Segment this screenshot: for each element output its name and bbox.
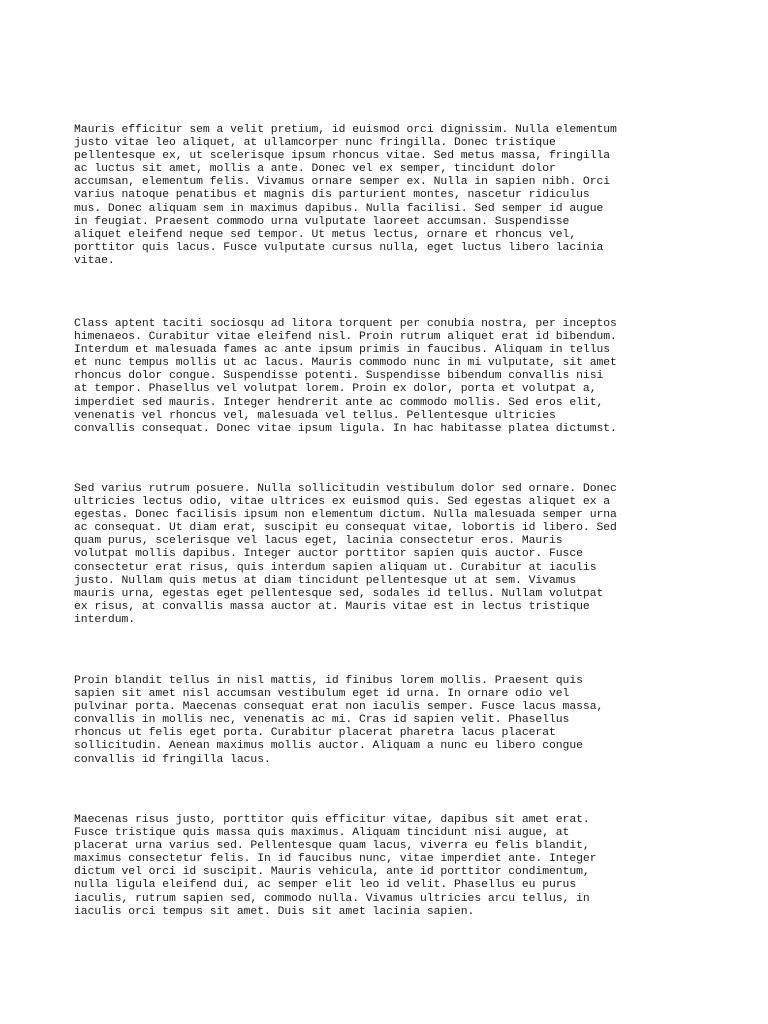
paragraph-1: Mauris efficitur sem a velit pretium, id euismod orci dignissim. Nulla elementum justo vitae leo aliquet, at ullamcorper nunc fringilla. Donec tristique pellentesque ex, ut scelerisque ipsum rhoncus vitae. Sed metus massa, fringilla ac luctus sit amet, mollis a ante. Donec vel ex semper, tincidunt dolor accumsan, elementum felis. Vivamus ornare semper ex. Nulla in sapien nibh. Orci varius natoque penatibus et magnis dis parturient montes, nascetur ridiculus mus. Donec aliquam sem in maximus dapibus. Nulla facilisi. Sed semper id augue in feugiat. Praesent commodo urna vulputate laoreet accumsan. Suspendisse aliquet eleifend neque sed tempor. Ut metus lectus, ornare et rhoncus vel, porttitor quis lacus. Fusce vulputate cursus nulla, eget luctus libero lacinia vitae. — [74, 124, 617, 267]
paragraph-4: Proin blandit tellus in nisl mattis, id finibus lorem mollis. Praesent quis sapien sit amet nisl accumsan vestibulum eget id urna. In ornare odio vel pulvinar porta. Maecenas consequat erat non iaculis semper. Fusce lacus massa, convallis in mollis nec, venenatis ac mi. Cras id sapien velit. Phasellus rhoncus ut felis eget porta. Curabitur placerat pharetra lacus placerat sollicitudin. Aenean maximus mollis auctor. Aliquam a nunc eu libero congue convallis id fringilla lacus. — [74, 675, 604, 766]
paragraph-2: Class aptent taciti sociosqu ad litora torquent per conubia nostra, per inceptos himenaeos. Curabitur vitae eleifend nisl. Proin rutrum aliquet erat id bibendum. Interdum et malesuada fames ac ante ipsum primis in faucibus. Aliquam in tellus et nunc tempus mollis ut ac lacus. Mauris commodo nunc in mi vulputate, sit amet rhoncus dolor congue. Suspendisse potenti. Suspendisse bibendum convallis nisi at tempor. Phasellus vel volutpat lorem. Proin ex dolor, porta et volutpat a, imperdiet sed mauris. Integer hendrerit ante ac commodo mollis. Sed eros elit, venenatis vel rhoncus vel, malesuada vel tellus. Pellentesque ultricies convallis consequat. Donec vitae ipsum ligula. In hac habitasse platea dictumst. — [74, 318, 617, 435]
paragraph-3: Sed varius rutrum posuere. Nulla sollicitudin vestibulum dolor sed ornare. Donec ultricies lectus odio, vitae ultrices ex euismod quis. Sed egestas aliquet ex a egestas. Donec facilisis ipsum non elementum dictum. Nulla malesuada semper urna ac consequat. Ut diam erat, suscipit eu consequat vitae, lobortis id libero. Sed quam purus, scelerisque vel lacus eget, lacinia consectetur eros. Mauris volutpat mollis dapibus. Integer auctor porttitor sapien quis auctor. Fusce consectetur erat risus, quis interdum sapien aliquam ut. Curabitur at iaculis justo. Nullam quis metus at diam tincidunt pellentesque ut at sem. Vivamus mauris urna, egestas eget pellentesque sed, sodales id tellus. Nullam volutpat ex risus, at convallis massa auctor at. Mauris vitae est in lectus tristique interdum. — [74, 483, 617, 626]
paragraph-5: Maecenas risus justo, porttitor quis efficitur vitae, dapibus sit amet erat. Fusce tristique quis massa quis maximus. Aliquam tincidunt nisi augue, at placerat urna varius sed. Pellentesque quam lacus, viverra eu felis blandit, maximus consectetur felis. In id faucibus nunc, vitae imperdiet ante. Integer dictum vel orci id suscipit. Mauris vehicula, ante id porttitor condimentum, nulla ligula eleifend dui, ac semper elit leo id velit. Phasellus eu purus iaculis, rutrum sapien sed, commodo nulla. Vivamus ultricies arcu tellus, in iaculis orci tempus sit amet. Duis sit amet lacinia sapien. — [74, 814, 597, 918]
